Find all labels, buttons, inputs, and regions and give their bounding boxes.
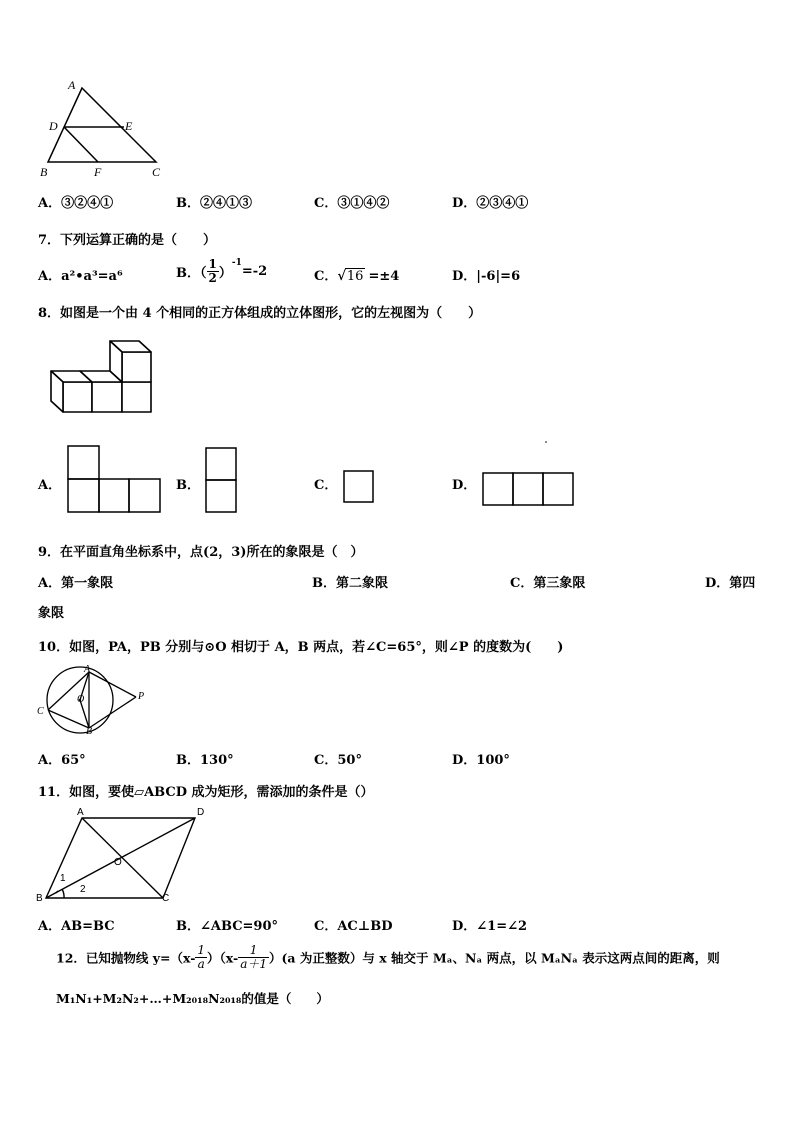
fraction-denominator: 2 (208, 271, 217, 285)
q12-text-part3: ）(a 为正整数）与 x 轴交于 Mₐ、Nₐ 两点，以 MₐNₐ 表示这两点间的距离，则 (269, 950, 720, 966)
q10-option-c[interactable]: C．50° (314, 753, 362, 768)
q7-option-a[interactable] (38, 265, 123, 284)
q9-option-a[interactable]: A．第一象限 (38, 576, 114, 591)
fraction-numerator: 1 (238, 944, 269, 958)
q6-option-b[interactable] (176, 192, 252, 211)
fraction-one-half (207, 258, 219, 285)
q10-option-d[interactable]: D．100° (452, 753, 510, 768)
q7-stem: 7．下列运算正确的是（ ） (38, 233, 217, 248)
q9-stem: 9．在平面直角坐标系中，点(2，3)所在的象限是（ ） (38, 545, 364, 560)
q12-text-part1: 12．已知抛物线 y=（x- (56, 950, 196, 966)
option-text: a²•a³=a⁶ (61, 269, 123, 284)
q10-option-b[interactable]: B．130° (176, 753, 234, 768)
q11-option-b[interactable]: B．∠ABC=90° (176, 919, 279, 934)
point-label-d: D (49, 119, 58, 133)
q11-option-c[interactable]: C．AC⊥BD (314, 919, 393, 934)
point-label-e: E (125, 119, 133, 133)
paren-open: （ (200, 266, 207, 281)
q8-stem: 8．如图是一个由 4 个相同的正方体组成的立体图形，它的左视图为（ ） (38, 306, 482, 321)
point-label-f: F (94, 165, 102, 179)
q11-stem: 11．如图，要使▱ABCD 成为矩形，需添加的条件是（） (38, 785, 374, 800)
option-key: A． (38, 269, 62, 284)
q10-stem: 10．如图，PA，PB 分别与⊙O 相切于 A，B 两点，若∠C=65°，则∠P 的度数为( ) (38, 640, 564, 655)
q11-label-angle-2: 2 (80, 884, 86, 895)
option-key: B． (176, 266, 200, 281)
q8-option-a[interactable] (38, 474, 61, 493)
fraction-numerator: 1 (208, 257, 217, 271)
q11-label-c: C (162, 893, 170, 904)
fraction-denominator: a＋1 (240, 957, 268, 971)
option-text: ②③④① (476, 196, 529, 211)
option-text: =±4 (368, 269, 400, 284)
q7-option-b[interactable] (176, 258, 267, 285)
q12-text-part2: ）（x- (207, 950, 239, 966)
q11-label-o: O (114, 857, 122, 868)
q9-option-c[interactable]: C．第三象限 (510, 576, 586, 591)
q9-option-b[interactable]: B．第二象限 (312, 576, 388, 591)
q10-label-b: B (86, 726, 93, 737)
q8-option-b[interactable] (176, 474, 200, 493)
q10-label-p: P (138, 691, 145, 702)
point-label-c: C (152, 165, 161, 179)
q8-option-d[interactable] (452, 474, 476, 493)
option-text: ③②④① (61, 196, 114, 211)
radicand: 16 (346, 269, 364, 284)
q10-label-a: A (84, 664, 91, 675)
q11-label-angle-1: 1 (60, 873, 66, 884)
q10-label-o: O (77, 694, 85, 705)
q9-option-d-continued: 象限 (38, 606, 65, 621)
fraction-denominator: a (197, 957, 205, 971)
q6-option-a[interactable] (38, 192, 113, 211)
fraction-1-over-a (195, 944, 207, 971)
option-text: ②④①③ (200, 196, 253, 211)
option-key: D． (452, 478, 477, 493)
option-key: B． (176, 478, 200, 493)
point-label-b: B (40, 165, 48, 179)
q11-option-a[interactable]: A．AB=BC (38, 919, 115, 934)
q10-label-c: C (37, 706, 44, 717)
q6-option-c[interactable] (314, 192, 389, 211)
q6-option-d[interactable] (452, 192, 528, 211)
option-key: C． (314, 478, 338, 493)
exponent: -1 (231, 258, 242, 268)
option-text: =-2 (241, 264, 268, 279)
q8-option-c[interactable] (314, 474, 337, 493)
option-key: C． (314, 196, 338, 211)
fraction-numerator: 1 (197, 943, 206, 957)
q10-option-a[interactable]: A．65° (38, 753, 86, 768)
option-key: B． (176, 196, 200, 211)
q11-option-d[interactable]: D．∠1=∠2 (452, 919, 528, 934)
fraction-1-over-a-plus-1 (238, 944, 269, 971)
option-text: |-6|=6 (476, 269, 521, 284)
q7-option-c[interactable] (314, 265, 399, 284)
option-key: A． (38, 478, 62, 493)
point-label-a: A (68, 78, 76, 92)
q11-label-a: A (77, 807, 84, 818)
q9-option-d[interactable]: D．第四 (705, 576, 756, 591)
q12-stem-line2: M₁N₁+M₂N₂+…+M₂₀₁₈N₂₀₁₈的值是（ ） (56, 991, 329, 1006)
q11-label-d: D (197, 807, 205, 818)
q11-label-b: B (36, 893, 43, 904)
option-text: ③①④② (337, 196, 390, 211)
parallelogram-figure (0, 0, 1, 1)
option-key: D． (452, 196, 477, 211)
option-key: D． (452, 269, 477, 284)
option-key: A． (38, 196, 62, 211)
q12-stem-line1 (56, 944, 720, 971)
q7-option-d[interactable] (452, 265, 520, 284)
option-key: C． (314, 269, 338, 284)
paren-close: ） (218, 266, 232, 281)
sqrt-icon: √ (337, 269, 346, 284)
